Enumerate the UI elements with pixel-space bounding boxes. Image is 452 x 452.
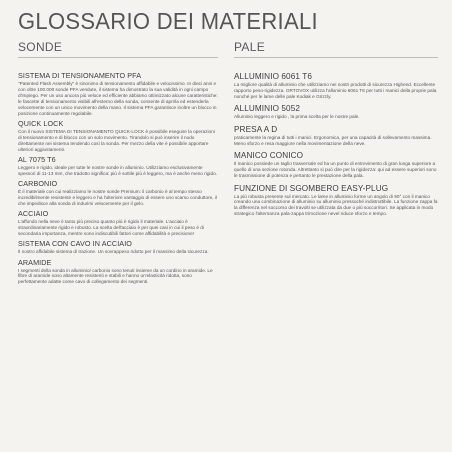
section-heading-sonde: SONDE (18, 40, 218, 58)
glossary-entry (18, 72, 218, 116)
glossary-entry (18, 120, 218, 153)
glossary-description: La migliore qualità di alluminio che utilizziamo nei nostri prodotti di sicurezza Highend. Eccellente rapporto peso-rigidezza. ORTOVOX utilizza l'alluminio 6061 T6 per tutti i manici della proprie pala nonché per le lame delle pale Kodiak e Grizzly. (234, 82, 437, 99)
column-sonde (18, 40, 218, 289)
glossary-entry (234, 104, 438, 120)
glossary-term: QUICK LOCK (18, 118, 64, 128)
glossary-description: praticamente la regina di tutti i manici. Ergonomica, per una capacità di sollevamento massima. Meno sforzo e resa maggiore nella movimentazione della neve. (234, 134, 432, 146)
glossary-description: L'affondo nella neve è tanto più preciso quanto più è rigido il materiale. L'acciaio è straordinariamente rigido e robusto. La scelta dell'acciaio è per quei casi in cui il peso è di secondaria importanza, mentre sono indiscutibili fattori come affidabilità e precisione! (18, 219, 204, 236)
glossary-entry (18, 156, 218, 177)
glossary-description: Il manico possiede un taglio trasversale ed ha un punto di entrevimento di gran lunga superiore a quello di una sezione rotonda. Altrettanto si può dire per la rigidezza: qui ad essere superiori sono le trasmissione di potenza e pertanto le prestazione della pala. (234, 161, 437, 179)
glossary-term: MANICO CONICO (234, 151, 304, 161)
page-title: GLOSSARIO DEI MATERIALI (18, 8, 318, 35)
glossary-term: PRESA A D (234, 124, 278, 134)
glossary-term: AL 7075 T6 (18, 154, 56, 164)
glossary-term: ACCIAIO (18, 209, 49, 219)
glossary-term: CARBONIO (18, 179, 58, 189)
glossary-entry (18, 240, 218, 255)
glossary-entry (18, 210, 218, 237)
glossary-entry (18, 259, 218, 286)
glossary-description: I segmenti della sonda in alluminio/ carbonio sono tenuti insieme da un cordino in aramide. Le fibre di aramide sono altamente resistenti e stabili e hanno un'elasticità ridotta, sono perfettamente adatte come cavo di collegamento dei segmenti. (18, 267, 213, 285)
glossary-entry (234, 125, 438, 147)
glossary-entry (234, 151, 438, 179)
glossary-description: La più robusta presente sul mercato. Le lame in alluminio forme un angolo di 90° con il manico creando una combinazione di alluminio su alluminio pressoché indistruttibile. La funzione zappa fa la differenza nel soccorso dei travolti se utilizzata da due o più soccorritori. Se applicata in modo strategico l'alternanza pala-zappa trimozione nevel riduce sforzo e tempo. (234, 193, 438, 217)
glossary-term: ALLUMINIO 5052 (234, 104, 301, 114)
glossary-term: SISTEMA CON CAVO IN ACCIAIO (18, 239, 132, 249)
glossary-description: È il materiale con cui realizziamo le nostre sonde Premium: il carbonio è al tempo stesso incredibilmente resistente e leggero e ha l'ulteriore vantaggio di essere uno scarso conduttore, il che impedisce alla sonda di indurirsi velocemente per il gelo. (18, 189, 217, 206)
glossary-entry (234, 72, 438, 100)
glossary-entry (234, 184, 438, 218)
glossary-description: "Patented Flash Assembly" è sinonimo di tensionamento affidabile e velocissimo. In dieci anni e con oltre 100.000 sonde PFA vendute, il sistema ha dimostrato la sua validità in ogni campo d'impiego. Per un uso ancora più veloce ed efficiente abbiamo ottimizzato alcune caratteristiche: le fascette di tensionamento visibili all'esterno della sonda, consente di aprirla ed estenderla velocemente con un unico movimento della mano. Il sistema PFA garantisce inoltre un blocco in posizione continuamente regolabile. (18, 81, 218, 116)
glossary-entry (18, 180, 218, 207)
glossary-term: ALLUMINIO 6061 T6 (234, 72, 313, 81)
columns (18, 40, 438, 289)
glossary-description: Con il nuovo SISTEMA DI TENSIONAMENTO QUICK-LOCK è possibile eseguire la operazioni di tensionamento e di blocco con un solo movimento. Tirandolo si può inserire il nodo direttamente nei sistema tendendo così la sonda. Per mezzo della vite è possibile apportare ulteriori aggiustamenti. (18, 128, 215, 152)
glossary-description: Il nostro affidabile sistema di trazione. Un sovrappeso ridotto per il massimo della sicurezza. (18, 249, 209, 255)
section-heading-pale: PALE (234, 40, 438, 58)
column-pale (234, 40, 438, 289)
glossary-description: Leggero e rigido, ideale per tutte le nostre sonde in alluminio. Utilizziamo esclusivamente spessori di 11-13 mm, che tradotto significa: più è sottile più è leggero, ma è anche meno rigido. (18, 164, 217, 176)
glossary-term: ARAMIDE (18, 257, 52, 267)
glossary-term: FUNZIONE DI SGOMBERO EASY-PLUG (234, 183, 389, 193)
glossary-description: Alluminio leggero e rigido , la prima scelta per le nostre pale. (234, 114, 360, 120)
glossary-term: SISTEMA DI TENSIONAMENTO PFA (18, 71, 142, 80)
